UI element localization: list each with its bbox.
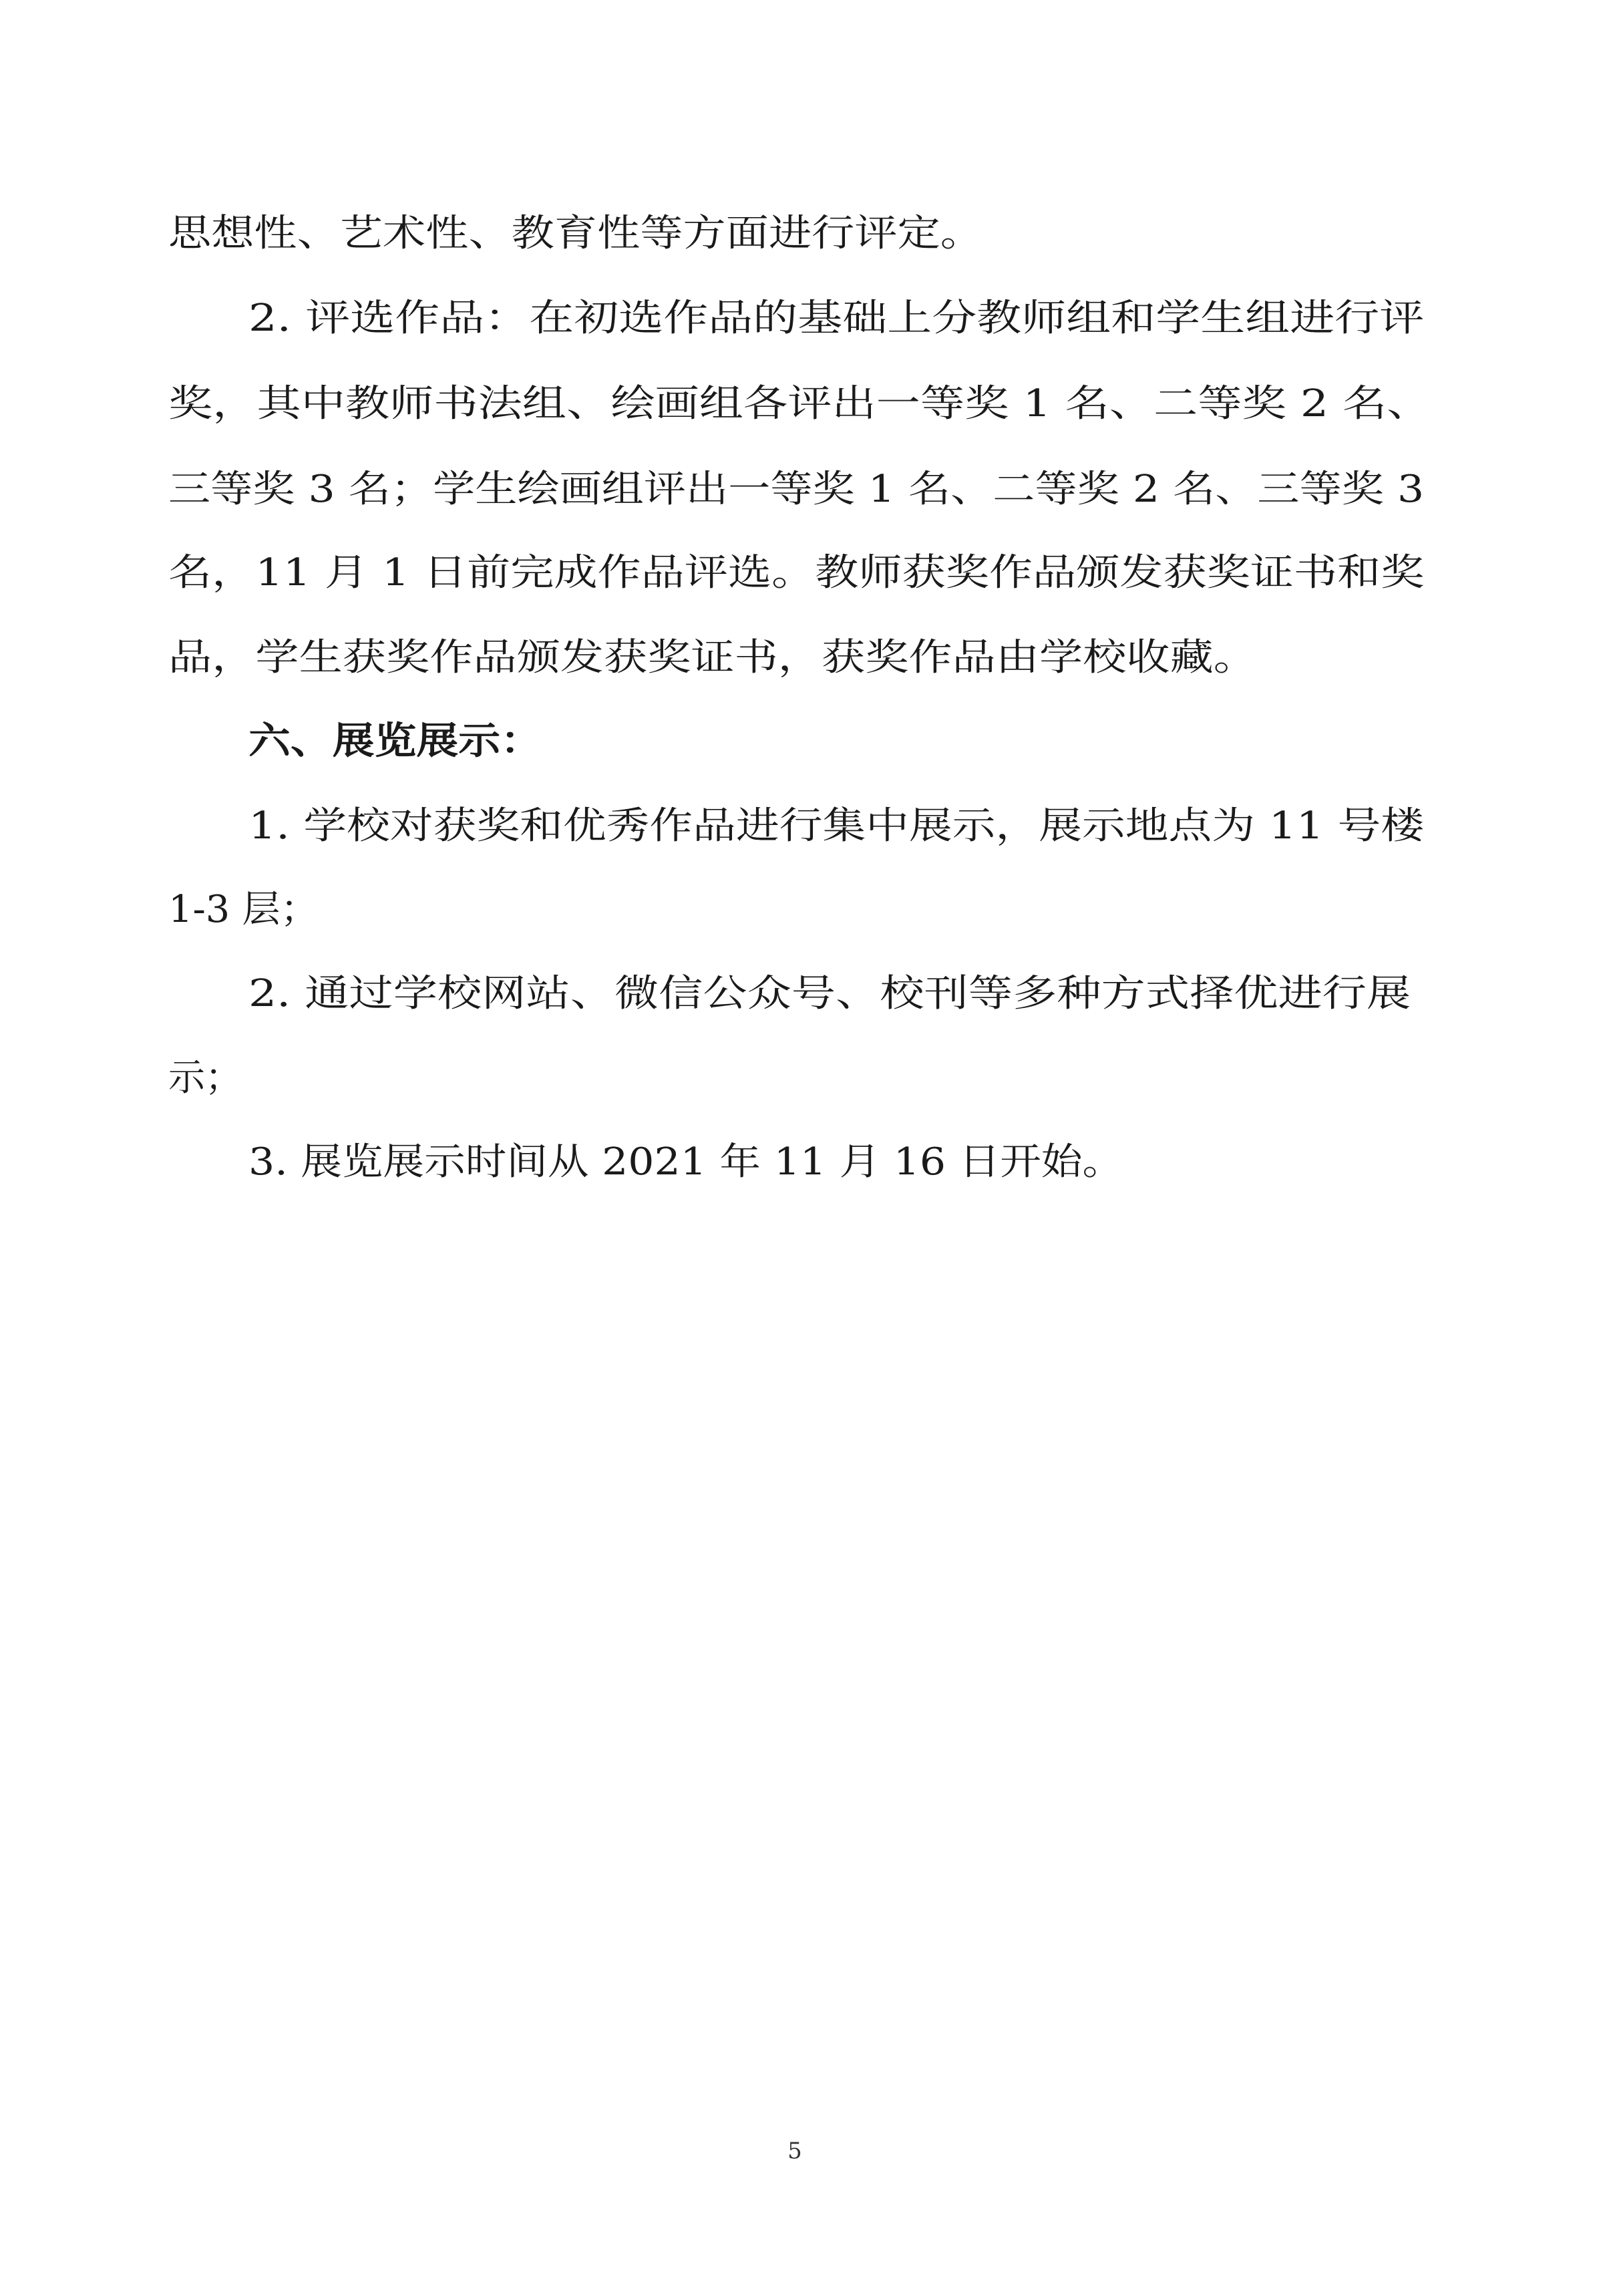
text-line: 2. 通过学校网站、微信公众号、校刊等多种方式择优进行展 [248, 972, 1411, 1015]
text-line: 思想性、艺术性、教育性等方面进行评定。 [168, 212, 983, 255]
text-line: 1-3 层； [168, 888, 319, 931]
text-line: 品，学生获奖作品颁发获奖证书，获奖作品由学校收藏。 [168, 636, 1257, 679]
text-line: 名，11 月 1 日前完成作品评选。教师获奖作品颁发获奖证书和奖 [168, 551, 1425, 595]
section-heading: 六、展览展示： [248, 719, 542, 763]
text-line: 1. 学校对获奖和优秀作品进行集中展示，展示地点为 11 号楼 [248, 804, 1425, 848]
text-line: 3. 展览展示时间从 2021 年 11 月 16 日开始。 [248, 1140, 1124, 1184]
text-line: 2. 评选作品：在初选作品的基础上分教师组和学生组进行评 [248, 297, 1425, 340]
text-line: 示； [168, 1056, 242, 1100]
page-number: 5 [787, 2138, 802, 2164]
text-line: 奖，其中教师书法组、绘画组各评出一等奖 1 名、二等奖 2 名、 [168, 382, 1431, 426]
text-line: 三等奖 3 名；学生绘画组评出一等奖 1 名、二等奖 2 名、三等奖 3 [168, 468, 1425, 511]
